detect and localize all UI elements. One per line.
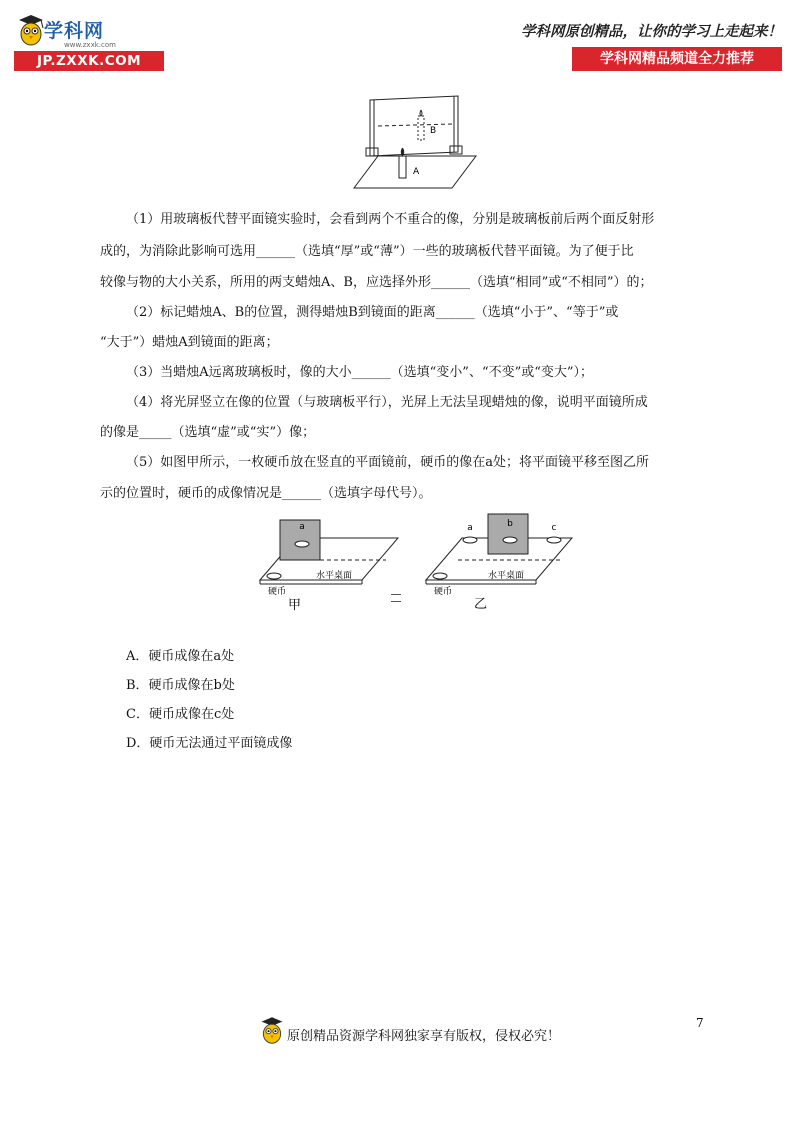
label-c-yi: c (551, 523, 557, 533)
figure-coin-mirror-yi (422, 510, 582, 614)
option-d: D．硬币无法通过平面镜成像 (126, 736, 293, 751)
mirror-a-label: a (299, 522, 305, 532)
figure-coin-mirror-jia (256, 514, 406, 614)
q3-line1: （3）当蜡烛A远离玻璃板时，像的大小______（选填“变小”、“不变”或“变大”）； (126, 365, 594, 380)
coin-label-left: 硬币 (268, 587, 287, 597)
coin-image-a-yi (463, 537, 477, 543)
table-label-left: 水平桌面 (316, 571, 353, 581)
option-b: B．硬币成像在b处 (126, 678, 235, 693)
figure-glass-plate-candles (350, 92, 480, 192)
footer-copyright: 原创精品资源学科网独家享有版权，侵权必究！ (287, 1029, 561, 1044)
coin-label-right: 硬币 (434, 587, 453, 597)
option-a: A．硬币成像在a处 (126, 649, 235, 664)
caption-jia: 甲 (288, 598, 302, 613)
channel-banner: 学科网精品频道全力推荐 (572, 47, 782, 71)
q1-line1: （1）用玻璃板代替平面镜实验时，会看到两个不重合的像，分别是玻璃板前后两个面反射形 (126, 212, 655, 227)
scan-artifact (391, 594, 401, 602)
q1-line3: 较像与物的大小关系，所用的两支蜡烛A、B，应选择外形______（选填“相同”或“不相同”）的； (100, 275, 653, 290)
q5-line1: （5）如图甲所示，一枚硬币放在竖直的平面镜前，硬币的像在a处；将平面镜平移至图乙所 (126, 455, 650, 470)
q2-line1: （2）标记蜡烛A、B的位置，测得蜡烛B到镜面的距离______（选填“小于”、“等于”或 (126, 305, 619, 320)
coin-image-b-yi (503, 537, 517, 543)
candle-B-label: B (430, 126, 437, 136)
q1-line2: 成的，为消除此影响可选用______（选填“厚”或“薄”）一些的玻璃板代替平面镜。为了便于比 (100, 244, 634, 259)
brand-domain-banner: JP.ZXXK.COM (14, 51, 164, 71)
label-a-yi: a (467, 523, 473, 533)
q2-line2: “大于”）蜡烛A到镜面的距离； (100, 335, 279, 350)
q4-line1: （4）将光屏竖立在像的位置（与玻璃板平行），光屏上无法呈现蜡烛的像，说明平面镜所成 (126, 395, 648, 410)
candle-A-label: A (413, 167, 420, 177)
coin-image-a (295, 541, 309, 547)
label-b-yi: b (507, 519, 513, 529)
coin-left (267, 573, 281, 579)
brand-small-url: www.zxxk.com (64, 41, 116, 49)
footer-owl-icon (259, 1016, 285, 1048)
header-slogan: 学科网原创精品，让你的学习上走起来！ (521, 23, 782, 40)
owl-mascot-icon (16, 14, 46, 50)
table-label-right: 水平桌面 (488, 571, 525, 581)
brand-name: 学科网 (44, 20, 105, 42)
page-number: 7 (696, 1016, 704, 1030)
coin-image-c-yi (547, 537, 561, 543)
q4-line2: 的像是_____（选填“虚”或“实”）像； (100, 425, 316, 440)
option-c: C．硬币成像在c处 (126, 707, 235, 722)
caption-yi: 乙 (474, 597, 488, 612)
q5-line2: 示的位置时，硬币的成像情况是______（选填字母代号）。 (100, 486, 432, 501)
coin-right (433, 573, 447, 579)
